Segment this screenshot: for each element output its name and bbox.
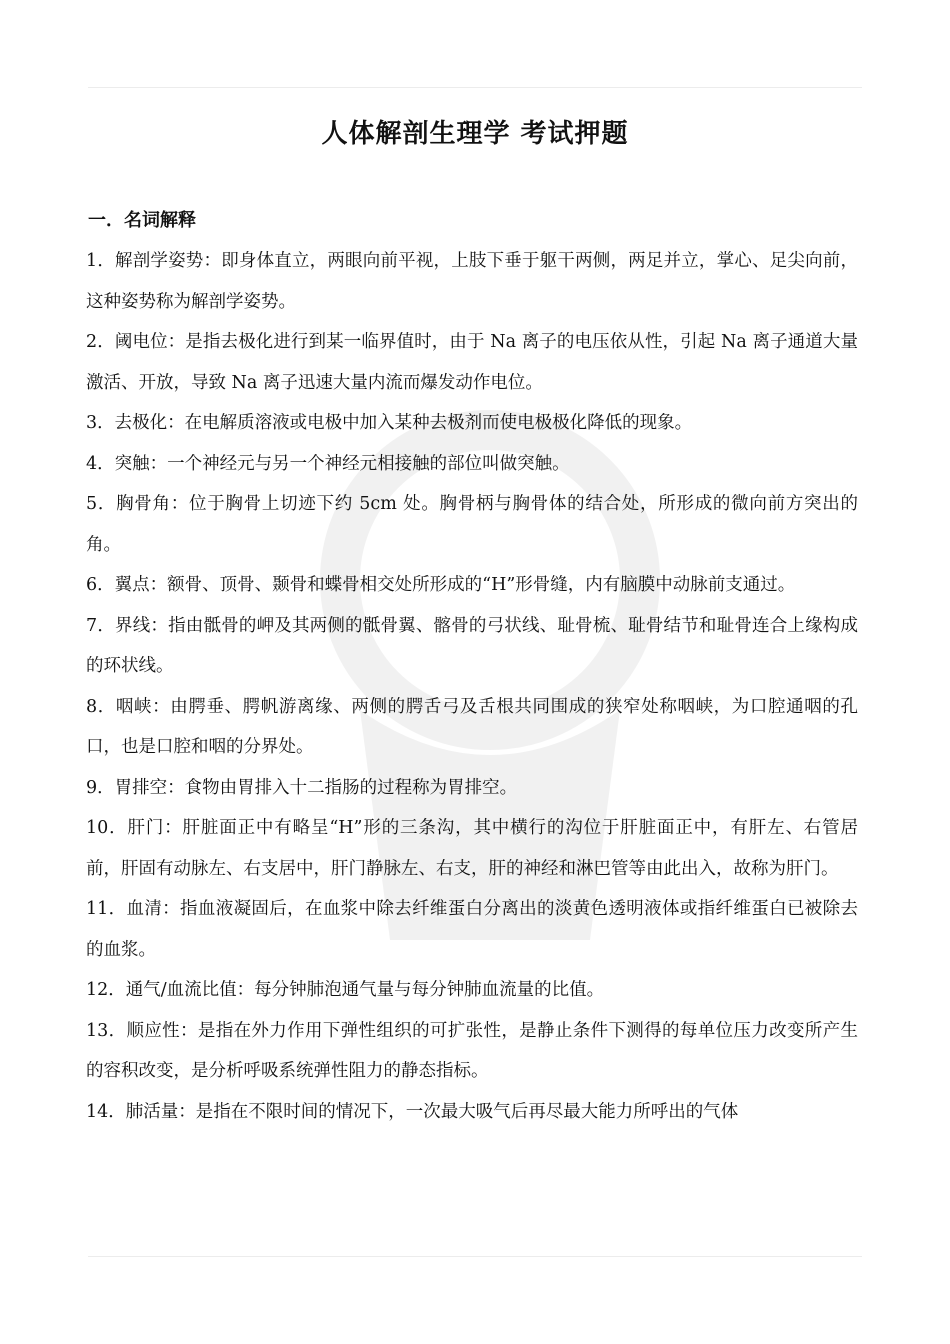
definition-item: 14．肺活量：是指在不限时间的情况下，一次最大吸气后再尽最大能力所呼出的气体 xyxy=(86,1101,739,1122)
definition-item: 8．咽峡：由腭垂、腭帆游离缘、两侧的腭舌弓及舌根共同围成的狭窄处称咽峡，为口腔通咽的孔口，也是口腔和咽的分界处。 xyxy=(86,696,858,757)
bottom-divider xyxy=(88,1256,862,1257)
page-title: 人体解剖生理学 考试押题 xyxy=(321,119,629,149)
definition-item: 6．翼点：额骨、顶骨、颞骨和蝶骨相交处所形成的“H”形骨缝，内有脑膜中动脉前支通过。 xyxy=(86,575,796,595)
section-heading: 一．名词解释 xyxy=(88,210,196,231)
definition-item: 10．肝门：肝脏面正中有略呈“H”形的三条沟，其中横行的沟位于肝脏面正中，有肝左、右管居前，肝固有动脉左、右支居中，肝门静脉左、右支，肝的神经和淋巴管等由此出入，故称为肝门。 xyxy=(86,818,858,879)
definition-item: 9．胃排空：食物由胃排入十二指肠的过程称为胃排空。 xyxy=(86,777,518,798)
definition-item: 12．通气/血流比值：每分钟肺泡通气量与每分钟肺血流量的比值。 xyxy=(86,980,605,1000)
definition-item: 1．解剖学姿势：即身体直立，两眼向前平视，上肢下垂于躯干两侧，两足并立，掌心、足尖向前，这种姿势称为解剖学姿势。 xyxy=(86,251,858,312)
definitions-list xyxy=(86,241,858,1132)
definition-item: 2．阈电位：是指去极化进行到某一临界值时，由于 Na 离子的电压依从性，引起 Na 离子通道大量激活、开放，导致 Na 离子迅速大量内流而爆发动作电位。 xyxy=(86,332,858,393)
definition-item: 3．去极化：在电解质溶液或电极中加入某种去极剂而使电极极化降低的现象。 xyxy=(86,413,693,433)
definition-item: 4．突触：一个神经元与另一个神经元相接触的部位叫做突触。 xyxy=(86,453,570,474)
definition-item: 11．血清：指血液凝固后，在血浆中除去纤维蛋白分离出的淡黄色透明液体或指纤维蛋白已被除去的血浆。 xyxy=(86,899,858,960)
definition-item: 13．顺应性：是指在外力作用下弹性组织的可扩张性，是静止条件下测得的每单位压力改变所产生的容积改变，是分析呼吸系统弹性阻力的静态指标。 xyxy=(86,1020,858,1081)
top-divider xyxy=(88,87,862,88)
definition-item: 5．胸骨角：位于胸骨上切迹下约 5cm 处。胸骨柄与胸骨体的结合处，所形成的微向前方突出的角。 xyxy=(86,494,858,555)
definition-item: 7．界线：指由骶骨的岬及其两侧的骶骨翼、髂骨的弓状线、耻骨梳、耻骨结节和耻骨连合上缘构成的环状线。 xyxy=(86,615,858,676)
